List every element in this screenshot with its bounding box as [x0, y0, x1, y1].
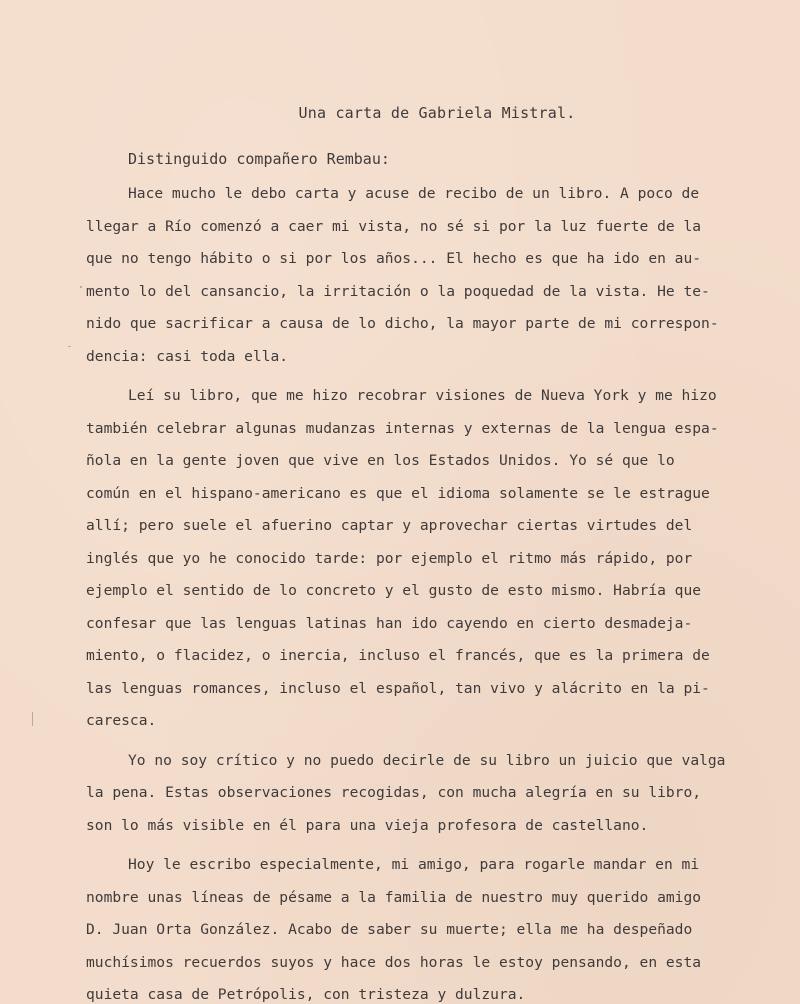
margin-mark: [80, 286, 82, 288]
paragraph-gap: [86, 738, 786, 745]
body-line: inglés que yo he conocido tarde: por ejemplo el ritmo más rápido, por: [86, 549, 693, 567]
body-line: Hace mucho le debo carta y acuse de recibo de un libro. A poco de: [128, 185, 700, 202]
margin-mark: [32, 712, 33, 726]
body-line: quieta casa de Petrópolis, con tristeza y dulzura.: [86, 986, 526, 1003]
body-line: llegar a Río comenzó a caer mi vista, no sé si por la luz fuerte de la: [86, 217, 702, 235]
body-line: Leí su libro, que me hizo recobrar visiones de Nueva York y me hizo: [128, 387, 717, 404]
body-line: ejemplo el sentido de lo concreto y el gusto de esto mismo. Habría que: [86, 582, 702, 599]
margin-mark: [68, 346, 71, 347]
body-line: mento lo del cansancio, la irritación o la poquedad de la vista. He te-: [86, 282, 710, 300]
body-line: nombre unas líneas de pésame a la familia de nuestro muy querido amigo: [86, 888, 702, 906]
paragraph-gap: [86, 842, 786, 849]
body-line: que no tengo hábito o si por los años... El hecho es que ha ido en au-: [86, 250, 702, 267]
body-line: nido que sacrificar a causa de lo dicho, la mayor parte de mi correspon-: [86, 315, 719, 332]
letter-body: [86, 178, 786, 1004]
body-line: caresca.: [86, 712, 157, 729]
body-line: miento, o flacidez, o inercia, incluso el francés, que es la primera de: [86, 647, 710, 664]
body-line: ñola en la gente joven que vive en los Estados Unidos. Yo sé que lo: [86, 452, 675, 469]
body-line: las lenguas romances, incluso el español, tan vivo y alácrito en la pi-: [86, 679, 710, 697]
body-line: Hoy le escribo especialmente, mi amigo, para rogarle mandar en mi: [128, 856, 700, 873]
body-line: Yo no soy crítico y no puedo decirle de su libro un juicio que valga: [128, 751, 726, 769]
body-line: allí; pero suele el afuerino captar y aprovechar ciertas virtudes del: [86, 517, 693, 534]
body-line: dencia: casi toda ella.: [86, 347, 289, 365]
letter-title: Una carta de Gabriela Mistral.: [298, 104, 576, 122]
body-line: la pena. Estas observaciones recogidas, con mucha alegría en su libro,: [86, 784, 702, 801]
paragraph-gap: [86, 373, 786, 380]
body-line: D. Juan Orta González. Acabo de saber su muerte; ella me ha despeñado: [86, 921, 693, 938]
body-line: también celebrar algunas mudanzas internas y externas de la lengua espa-: [86, 419, 719, 437]
body-line: común en el hispano-americano es que el idioma solamente se le estrague: [86, 484, 710, 502]
letter-salutation: Distinguido compañero Rembau:: [128, 150, 390, 168]
body-line: son lo más visible en él para una vieja profesora de castellano.: [86, 816, 649, 834]
body-line: muchísimos recuerdos suyos y hace dos horas le estoy pensando, en esta: [86, 953, 702, 971]
body-line: confesar que las lenguas latinas han ido cayendo en cierto desmadeja-: [86, 614, 693, 632]
